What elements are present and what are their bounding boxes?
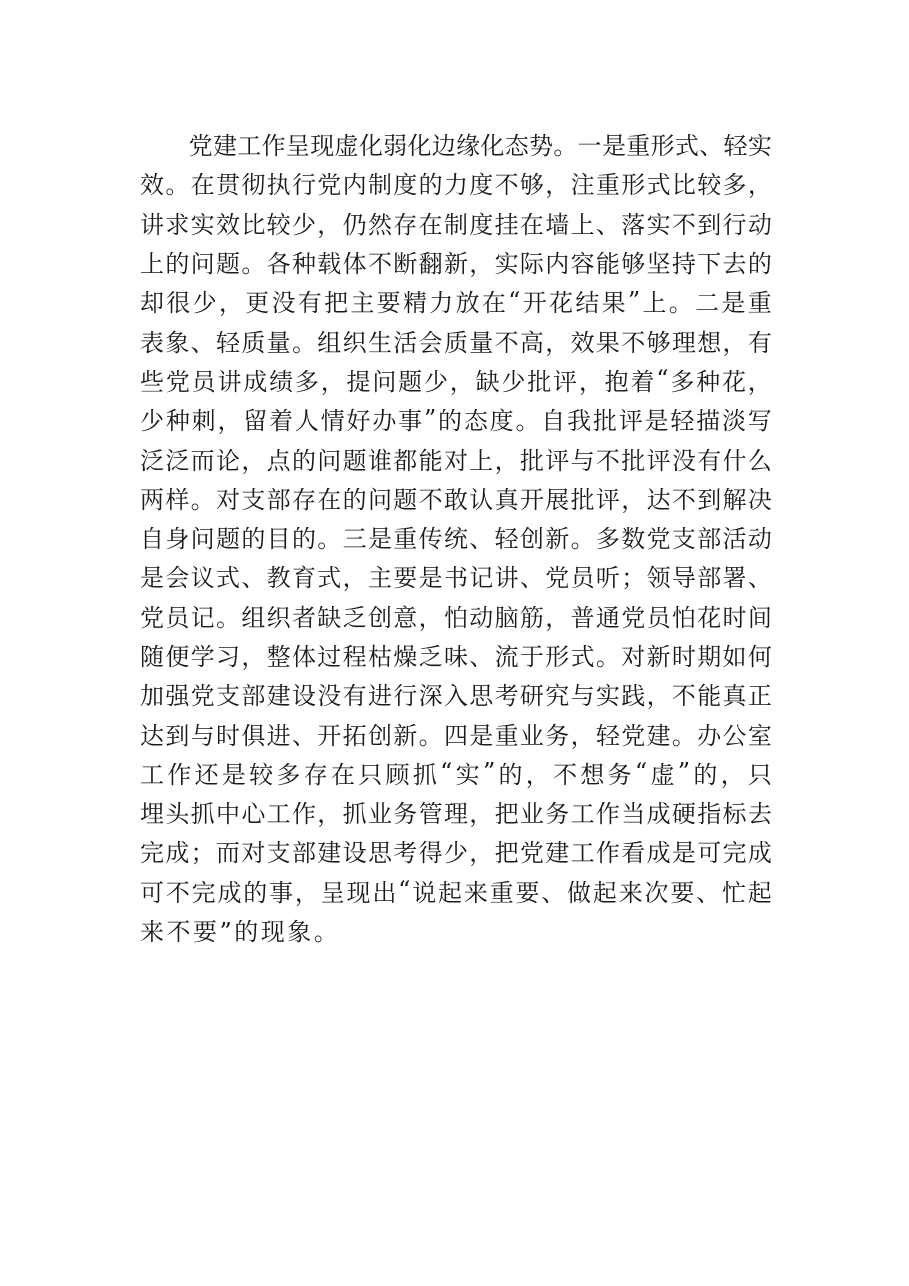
text-line: 少 种 刺 ， 留 着 人 情 好 办 事 ” 的 态 度 。 自 我 批 评 是 轻 描 淡 写 (140, 404, 772, 436)
text-line: 工 作 还 是 较 多 存 在 只 顾 抓 “ 实 ” 的 ， 不 想 务 “ 虚 ” 的 ， 只 (140, 758, 772, 789)
text-line: 却 很 少 ， 更 没 有 把 主 要 精 力 放 在 “ 开 花 结 果 ” 上 。 二 是 重 (140, 286, 772, 318)
text-line: 完 成 ； 而 对 支 部 建 设 思 考 得 少 ， 把 党 建 工 作 看 成 是 可 完 成 (140, 839, 772, 868)
text-line: 随 便 学 习 ， 整 体 过 程 枯 燥 乏 味 、 流 于 形 式 。 对 新 时 期 如 何 (140, 643, 772, 671)
body-paragraph (140, 124, 772, 949)
text-line: 是 会 议 式 、 教 育 式 ， 主 要 是 书 记 讲 、 党 员 听 ； 领 导 部 署 、 (140, 564, 772, 593)
text-line: 加 强 党 支 部 建 设 没 有 进 行 深 入 思 考 研 究 与 实 践 ， 不 能 真 正 (140, 682, 772, 711)
text-line: 自 身 问 题 的 目 的 。 三 是 重 传 统 、 轻 创 新 。 多 数 党 支 部 活 动 (140, 525, 772, 554)
text-line: 党 建 工 作 呈 现 虚 化 弱 化 边 缘 化 态 势 。 一 是 重 形 式 、 轻 实 (188, 132, 772, 161)
text-line: 两 样 。 对 支 部 存 在 的 问 题 不 敢 认 真 开 展 批 评 ， 达 不 到 解 决 (140, 485, 772, 514)
text-line: 讲 求 实 效 比 较 少 ， 仍 然 存 在 制 度 挂 在 墙 上 、 落 实 不 到 行 动 (140, 210, 772, 239)
text-line: 泛 泛 而 论 ， 点 的 问 题 谁 都 能 对 上 ， 批 评 与 不 批 评 没 有 什 么 (140, 446, 772, 475)
text-line: 效 。 在 贯 彻 执 行 党 内 制 度 的 力 度 不 够 ， 注 重 形 式 比 较 多 ， (140, 171, 772, 200)
text-line: 表 象 、 轻 质 量 。 组 织 生 活 会 质 量 不 高 ， 效 果 不 够 理 想 ， 有 (140, 328, 772, 357)
text-line: 上 的 问 题 。 各 种 载 体 不 断 翻 新 ， 实 际 内 容 能 够 坚 持 下 去 的 (140, 250, 772, 279)
text-line: 达 到 与 时 俱 进 、 开 拓 创 新 。 四 是 重 业 务 ， 轻 党 建 。 办 公 室 (140, 721, 772, 750)
text-line: 可 不 完 成 的 事 ， 呈 现 出 “ 说 起 来 重 要 、 做 起 来 次 要 、 忙 起 (140, 876, 772, 907)
text-line: 些 党 员 讲 成 绩 多 ， 提 问 题 少 ， 缺 少 批 评 ， 抱 着 “ 多 种 花 ， (140, 365, 772, 396)
text-line: 党 员 记 。 组 织 者 缺 乏 创 意 ， 怕 动 脑 筋 ， 普 通 党 员 怕 花 时 间 (140, 603, 772, 632)
text-line: 来不要”的现象。 (140, 918, 341, 947)
text-line: 埋 头 抓 中 心 工 作 ， 抓 业 务 管 理 ， 把 业 务 工 作 当 成 硬 指 标 去 (140, 800, 772, 829)
